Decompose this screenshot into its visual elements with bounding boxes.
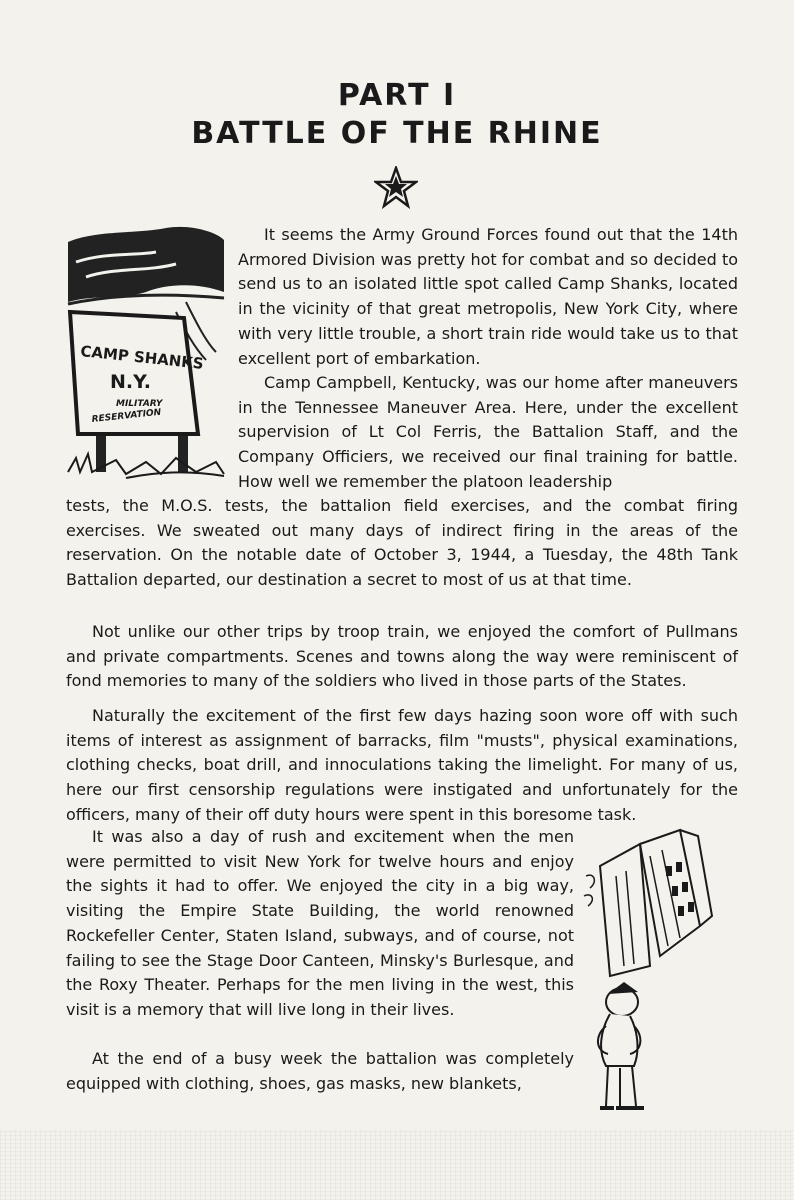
sign-line-2: N.Y. (110, 371, 151, 393)
paragraph-2-top: Camp Campbell, Kentucky, was our home after maneuvers in the Tennessee Maneuver Area. Here, under the excellent supervision of Lt Col Ferris, the Battalion Staff, and the Company Officiers, we received our final training for battle. How well we remember the platoon leadership (238, 373, 738, 491)
paragraph-3: Not unlike our other trips by troop train, we enjoyed the comfort of Pullmans and private compartments. Scenes and towns along the way were reminiscent of fond memories to many of the soldiers who lived in those parts of the States. (66, 622, 738, 691)
paragraph-6: At the end of a busy week the battalion was completely equipped with clothing, shoes, gas masks, new blankets, (66, 1049, 574, 1093)
soldier-skyscraper-illustration (580, 826, 730, 1116)
sign-line-3: MILITARY (116, 399, 163, 409)
sign-line-4: RESERVATION (91, 407, 162, 425)
camp-shanks-sign-illustration (66, 222, 226, 484)
part-heading: PART I (337, 78, 457, 113)
paper-texture (0, 1130, 794, 1200)
paragraph-1: It seems the Army Ground Forces found out that the 14th Armored Division was pretty hot for combat and so decided to send us to an isolated little spot called Camp Shanks, located in the vicinity of that great metropolis, New York City, where with very little trouble, a short train ride would take us to that excellent port of embarkation. (238, 225, 738, 368)
star-icon (374, 166, 418, 210)
paragraph-5: It was also a day of rush and excitement when the men were permitted to visit New York for twelve hours and enjoy the sights it had to offer. We enjoyed the city in a big way, visiting the Empire State Building, the world renowned Rockefeller Center, Staten Island, subways, and of course, not failing to see the Stage Door Canteen, Minsky's Burlesque, and the Roxy Theater. Perhaps for the men living in the west, this visit is a memory that will live long in their lives. (66, 827, 574, 1019)
paragraph-4: Naturally the excitement of the first few days hazing soon wore off with such items of interest as assignment of barracks, film "musts", physical examinations, clothing checks, boat drill, and innoculations taking the limelight. For many of us, here our first censorship regulations were instigated and unfortunately for the officers, many of their off duty hours were spent in this boresome task. (66, 706, 738, 824)
chapter-title: BATTLE OF THE RHINE (191, 116, 603, 151)
paragraph-2-continued: tests, the M.O.S. tests, the battalion field exercises, and the combat firing exercises. We sweated out many days of indirect firing in the areas of the reservation. On the notable date of October 3, 1944, a Tuesday, the 48th Tank Battalion departed, our destination a secret to most of us at that time. (66, 496, 738, 590)
sign-line-1: CAMP SHANKS (79, 342, 205, 373)
